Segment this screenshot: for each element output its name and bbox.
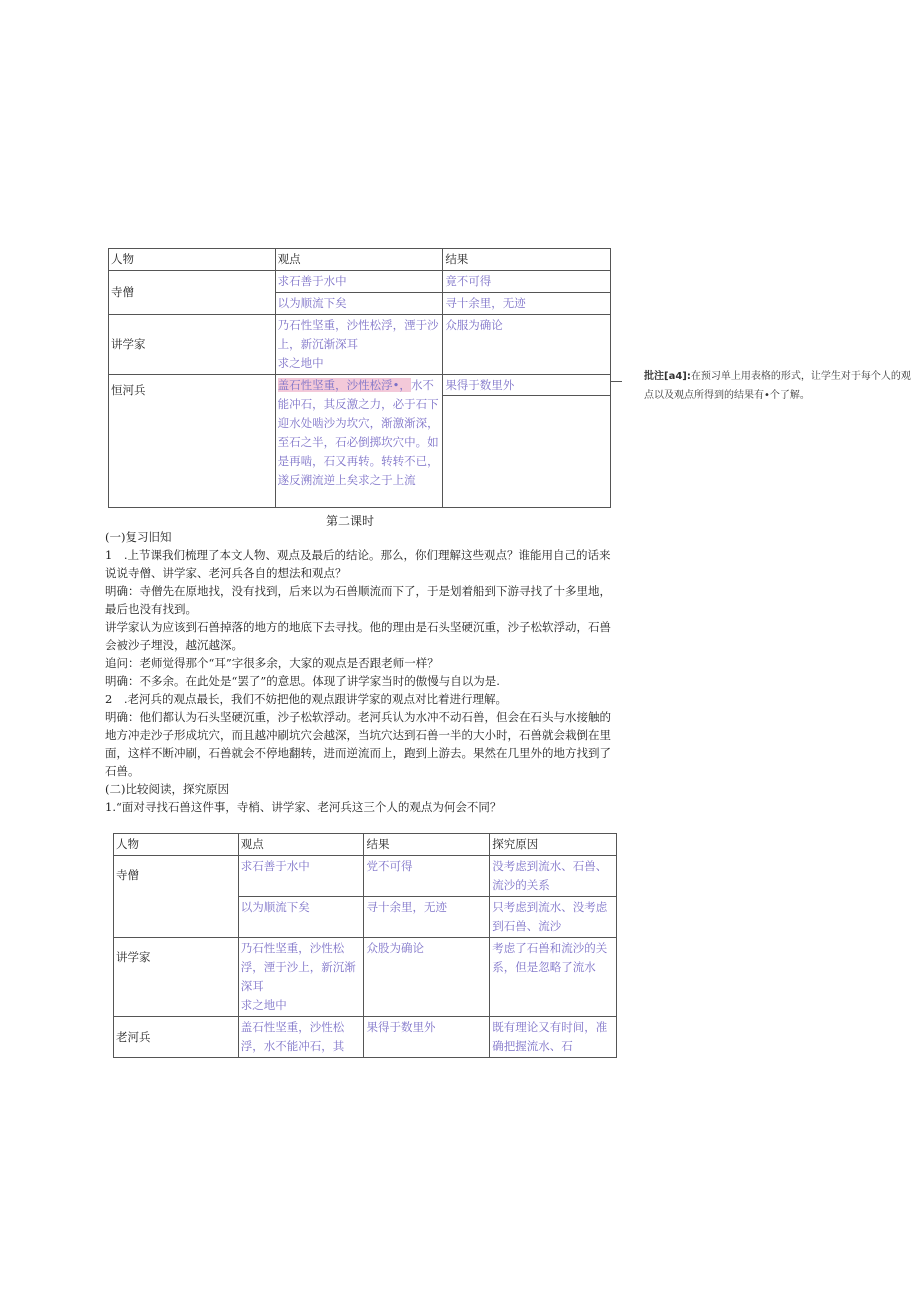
result-cell (443, 375, 611, 508)
paragraph: 讲学家认为应该到石兽掉落的地方的地底下去寻找。他的理由是石头坚硬沉重，沙子松软浮动，石兽会被沙子埋没，越沉越深。 (105, 620, 611, 652)
view-cell (275, 375, 443, 508)
table-row (109, 271, 611, 293)
view-cell (238, 938, 364, 1017)
section-heading: (一)复习旧知 (105, 530, 172, 544)
view-cell: 以为顺流下矣 (238, 897, 364, 938)
paragraph: 1.“面对寻找石兽这件事，寺梢、讲学家、老河兵这三个人的观点为何会不同？ (105, 800, 502, 814)
person-cell: 寺僧 (114, 856, 239, 938)
result-cell: 寻十余里，无迹 (364, 897, 490, 938)
paragraph: 追问：老师觉得那个“耳”字很多余，大家的观点是否跟老师一样？ (105, 656, 439, 670)
header-cell: 观点 (238, 834, 364, 856)
view-text: 乃石性坚重，沙性松浮，湮于沙上，新沉渐深耳 (277, 318, 439, 351)
table-row (114, 1017, 617, 1058)
lesson-title: 第二课时 (325, 514, 374, 528)
person-cell: 老河兵 (114, 1017, 239, 1058)
person-cell: 讲学家 (114, 938, 239, 1017)
view-cell: 盖石性坚重，沙性松浮，水不能冲石，其 (238, 1017, 364, 1058)
table-header-row (109, 249, 611, 271)
reason-cell: 考虑了石兽和流沙的关系，但是忽略了流水 (490, 938, 617, 1017)
result-cell: 众股为确论 (364, 938, 490, 1017)
view-text: 水不能冲石，其反激之力，必于石下迎水处啮沙为坎穴，渐激渐深，至石之半，石必倒掷坎穴中。如是再啮，石又再转。转转不已，遂反溯流逆上矣求之于上流 (277, 378, 439, 487)
paragraph: 明确：不多余。在此处是“罢了”的意思。体现了讲学家当时的傲慢与自以为是. (105, 674, 500, 688)
table-row (114, 938, 617, 1017)
highlighted-text: 盖石性坚重，沙性松浮•， (277, 378, 411, 392)
review-comment (644, 367, 912, 405)
table-header-row (114, 834, 617, 856)
header-cell: 人物 (114, 834, 239, 856)
reason-cell: 只考虑到流水、没考虑到石兽、流沙 (490, 897, 617, 938)
table-row (114, 856, 617, 897)
paragraph: 明确：他们都认为石头坚硬沉重，沙子松软浮动。老河兵认为水冲不动石兽，但会在石头与水接触的地方冲走沙子形成坑穴，而且越冲刷坑穴会越深，当坑穴达到石兽一半的大小时，石兽就会栽倒在里面，这样不断冲刷，石兽就会不停地翻转，进而逆流而上，跑到上游去。果然在几里外的地方找到了石兽。 (105, 710, 611, 778)
header-cell: 探究原因 (490, 834, 617, 856)
result-cell: 党不可得 (364, 856, 490, 897)
lesson-body (105, 528, 617, 816)
view-cell: 求石善于水中 (275, 271, 443, 293)
table-row (109, 375, 611, 508)
paragraph: 2 .老河兵的观点最长，我们不妨把他的观点跟讲学家的观点对比着进行理解。 (105, 692, 507, 706)
view-text: 求之地中 (277, 356, 324, 370)
header-cell: 结果 (364, 834, 490, 856)
view-text: 求之地中 (240, 998, 287, 1012)
paragraph: 明确：寺僧先在原地找，没有找到，后来以为石兽顺流而下了，于是划着船到下游寻找了十多里地，最后也没有找到。 (105, 584, 611, 616)
comment-label: 批注[a4]: (644, 371, 691, 382)
result-cell: 竟不可得 (443, 271, 611, 293)
header-cell: 人物 (109, 249, 276, 271)
comment-connector (611, 381, 622, 382)
header-cell: 结果 (443, 249, 611, 271)
view-text: 乃石性坚重，沙性松浮，湮于沙上，新沉渐深耳 (240, 941, 356, 993)
preview-table (108, 248, 611, 508)
section-heading: (二)比较阅读，探究原因 (105, 782, 229, 796)
paragraph: 1 .上节课我们梳理了本文人物、观点及最后的结论。那么，你们理解这些观点？谁能用自己的话来说说寺僧、讲学家、老河兵各自的想法和观点？ (105, 548, 611, 580)
comparison-table (113, 833, 617, 1058)
header-cell: 观点 (275, 249, 443, 271)
result-cell: 果得于数里外 (364, 1017, 490, 1058)
reason-cell: 没考虑到流水、石兽、流沙的关系 (490, 856, 617, 897)
person-cell: 讲学家 (109, 315, 276, 375)
table-row (109, 315, 611, 375)
result-text: 果得于数里外 (443, 376, 610, 396)
view-cell: 以为顺流下矣 (275, 293, 443, 315)
reason-cell: 既有理论又有时间，准确把握流水、石 (490, 1017, 617, 1058)
view-cell (275, 315, 443, 375)
result-cell: 寻十余里，无迹 (443, 293, 611, 315)
view-cell: 求石善于水中 (238, 856, 364, 897)
person-cell: 恒河兵 (109, 375, 276, 508)
comment-text: 在预习单上用表格的形式，让学生对于每个人的观点以及观点所得到的结果有•个了解。 (644, 371, 911, 401)
result-cell: 众服为确论 (443, 315, 611, 375)
person-cell: 寺僧 (109, 271, 276, 315)
